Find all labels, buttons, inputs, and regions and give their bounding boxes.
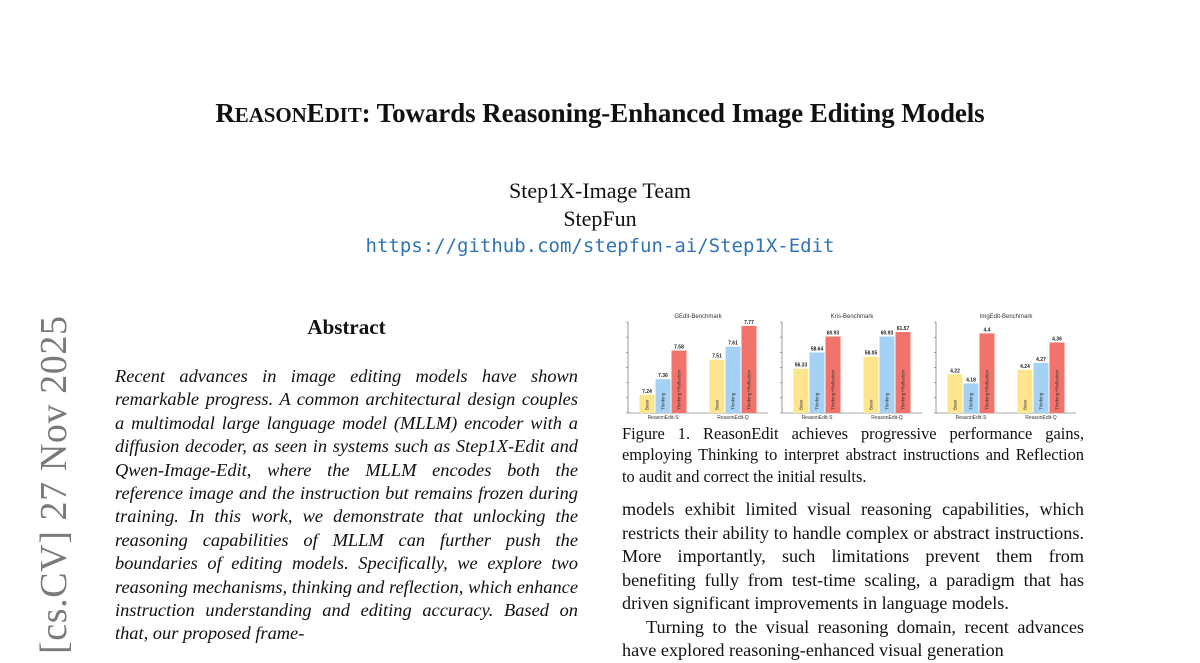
bar-series-label: Base (644, 399, 650, 410)
figure-caption: Figure 1. ReasonEdit achieves progressive performance gains, employing Thinking to interpret abstract instructions and Reflection to audit and correct the initial results. (622, 424, 1084, 486)
abstract-text: Recent advances in image editing models have shown remarkable progress. A common architectural design couples a multimodal large language model (MLLM) encoder with a diffusion decoder, as seen in systems such as Step1X-Edit and Qwen-Image-Edit, where the MLLM encodes both the reference image and the instruction but remains frozen during training. In this work, we demonstrate that unlocking the reasoning capabilities of MLLM can further push the boundaries of editing models. Specifically, we explore two reasoning mechanisms, thinking and reflection, which enhance instruction understanding and editing accuracy. Based on that, our proposed frame- (115, 366, 578, 644)
bar-series-label: Thinking (1038, 392, 1044, 410)
figure-charts (620, 308, 1082, 426)
bar-value-label: 4.22 (950, 368, 960, 375)
bar-series-label: Thinking+Reflection (900, 369, 906, 410)
arxiv-stamp: [cs.CV] 27 Nov 2025 (33, 315, 75, 654)
bar-series-label: Thinking+Reflection (746, 369, 752, 410)
x-tick-label: ReasonEdit-Q (1025, 415, 1057, 421)
bar-value-label: 56.33 (794, 362, 808, 369)
body-text (622, 498, 1084, 663)
bar-series-label: Base (714, 399, 720, 410)
bar-series-label: Base (1022, 399, 1028, 410)
x-tick-label: ReasonEdit-Q (717, 415, 749, 421)
bar-series-label: Thinking (814, 392, 820, 410)
body-paragraph: models exhibit limited visual reasoning capabilities, which restricts their ability to handle complex or abstract instructions. More importantly, such limitations prevent them from benefiting fully from test-time scaling, a paradigm that has driven significant improvements in language models. (622, 499, 1084, 613)
bar-series-label: Thinking (968, 392, 974, 410)
bar-value-label: 7.61 (728, 340, 738, 347)
bar-series-label: Thinking+Reflection (984, 369, 990, 410)
x-tick-label: ReasonEdit-S (955, 415, 987, 421)
chart-title: ImgEdit-Benchmark (979, 314, 1033, 320)
repo-link[interactable]: https://github.com/stepfun-ai/Step1X-Edit (365, 235, 835, 257)
bar-value-label: 7.24 (642, 388, 652, 395)
bar-series-label: Base (798, 399, 804, 410)
bar-value-label: 7.51 (712, 353, 722, 360)
bar-value-label: 61.57 (896, 326, 910, 333)
body-paragraph: Turning to the visual reasoning domain, recent advances have explored reasoning-enhanced visual generation (622, 616, 1084, 660)
bar-value-label: 4.18 (966, 377, 976, 384)
affiliation: StepFun (563, 206, 637, 231)
bar-value-label: 58.64 (810, 346, 824, 353)
bar-series-label: Thinking+Reflection (676, 369, 682, 410)
bar-value-label: 58.05 (864, 350, 878, 357)
title-edit: EDIT (306, 98, 362, 128)
chart-title: GEdit-Benchmark (674, 314, 722, 320)
bar-value-label: 60.93 (826, 330, 840, 337)
paper-title (0, 98, 1200, 129)
author: Step1X-Image Team (509, 178, 691, 203)
bar-series-label: Thinking (884, 392, 890, 410)
chart-title: Kris-Benchmark (830, 314, 874, 320)
figure-1 (620, 308, 1082, 426)
bar-series-label: Thinking+Reflection (1054, 369, 1060, 410)
title-rest: : Towards Reasoning-Enhanced Image Editing Models (361, 98, 985, 128)
bar-series-label: Base (868, 399, 874, 410)
bar-series-label: Thinking (730, 392, 736, 410)
bar-series-label: Base (952, 399, 958, 410)
x-tick-label: ReasonEdit-S (801, 415, 833, 421)
bar-value-label: 7.36 (658, 373, 668, 380)
bar-series-label: Thinking (660, 392, 666, 410)
bar-value-label: 4.24 (1020, 363, 1030, 370)
bar-series-label: Thinking+Reflection (830, 369, 836, 410)
abstract-heading: Abstract (307, 315, 386, 339)
bar-value-label: 60.93 (880, 330, 894, 337)
bar-value-label: 7.58 (674, 344, 684, 351)
bar-value-label: 4.36 (1052, 336, 1062, 343)
bar-value-label: 4.4 (983, 327, 991, 334)
bar-value-label: 4.27 (1036, 356, 1046, 363)
x-tick-label: ReasonEdit-S (647, 415, 679, 421)
bar-value-label: 7.77 (744, 319, 754, 326)
x-tick-label: ReasonEdit-Q (871, 415, 903, 421)
title-reason: REASON (215, 98, 307, 128)
